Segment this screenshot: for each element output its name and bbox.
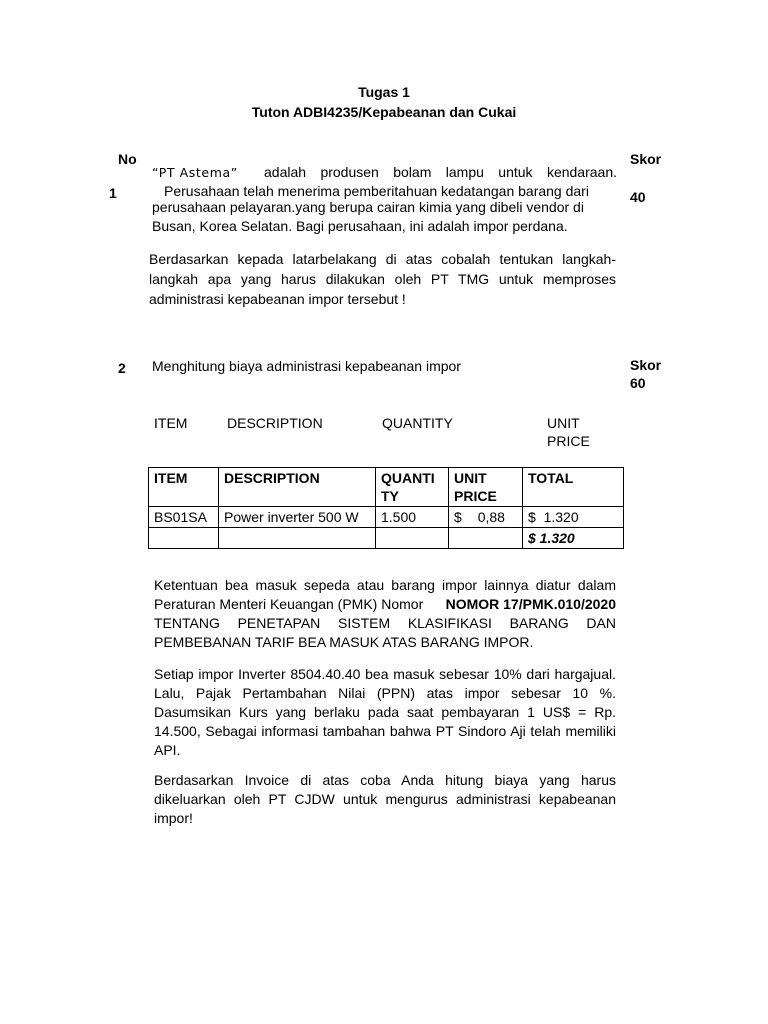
q2-p1-line-1: Ketentuan bea masuk sepeda atau barang impor lainnya diatur dalam xyxy=(154,577,616,593)
question-2-score-value: 60 xyxy=(630,375,646,391)
q2-p1-line-3: TENTANG PENETAPAN SISTEM KLASIFIKASI BARANG DAN xyxy=(154,615,616,631)
header-description: DESCRIPTION xyxy=(219,468,376,507)
invoice-header-row xyxy=(149,468,624,507)
question-2-paragraph-2 xyxy=(154,665,616,760)
cell-unit-value: 0,88 xyxy=(477,509,505,525)
question-1-score-value: 40 xyxy=(630,189,646,205)
empty-cell xyxy=(449,528,523,549)
plain-header-item: ITEM xyxy=(154,415,188,431)
grand-total: $ 1.320 xyxy=(523,528,624,549)
plain-header-unit: UNIT xyxy=(547,415,580,431)
question-1-p2-line-3: administrasi kepabeanan impor tersebut ! xyxy=(149,291,406,307)
cell-item: BS01SA xyxy=(149,507,219,528)
cell-unit-price xyxy=(449,507,523,528)
cell-description: Power inverter 500 W xyxy=(219,507,376,528)
empty-cell xyxy=(149,528,219,549)
question-1-line-3: perusahaan pelayaran.yang berupa cairan kimia yang dibeli vendor di xyxy=(152,199,584,215)
plain-header-description: DESCRIPTION xyxy=(227,415,323,431)
header-quantity xyxy=(376,468,449,507)
q2-p2-line-1: Setiap impor Inverter 8504.40.40 bea masuk sebesar 10% dari hargajual. xyxy=(154,666,616,682)
column-no-label: No xyxy=(118,151,137,167)
question-2-paragraph-1 xyxy=(154,576,616,652)
question-1-paragraph-2 xyxy=(149,249,616,309)
question-1-p2-line-1: Berdasarkan kepada latarbelakang di atas cobalah tentukan langkah- xyxy=(149,251,616,267)
question-1-p2-line-2: langkah apa yang harus dilakukan oleh PT TMG untuk memproses xyxy=(149,271,616,287)
q2-p2-line-3: Dasumsikan Kurs yang berlaku pada saat pembayaran 1 US$ = Rp. xyxy=(154,704,616,720)
q2-p2-line-4: 14.500, Sebagai informasi tambahan bahwa PT Sindoro Aji telah memiliki xyxy=(154,723,616,739)
header-unit-line-1: UNIT xyxy=(454,470,487,486)
question-2-paragraph-3 xyxy=(154,771,616,828)
header-total: TOTAL xyxy=(523,468,624,507)
q2-p1-line-4: PEMBEBANAN TARIF BEA MASUK ATAS BARANG IMPOR. xyxy=(154,634,534,650)
question-2-score-label: Skor xyxy=(630,357,662,373)
header-quantity-line-1: QUANTI xyxy=(381,470,435,486)
q2-p3-line-3: impor! xyxy=(154,810,193,826)
q2-p2-line-2: Lalu, Pajak Pertambahan Nilai (PPN) atas impor sebesar 10 %. xyxy=(154,685,616,701)
regulation-number: NOMOR 17/PMK.010/2020 xyxy=(445,596,616,612)
question-1-score-label: Skor xyxy=(630,151,662,167)
cell-unit-currency: $ xyxy=(454,509,462,525)
q2-p3-line-1: Berdasarkan Invoice di atas coba Anda hitung biaya yang harus xyxy=(154,772,616,788)
q2-p1-line-2 xyxy=(154,595,616,614)
company-name: “PT Astema” xyxy=(152,165,238,180)
header-item: ITEM xyxy=(149,468,219,507)
table-total-row xyxy=(149,528,624,549)
question-2-number: 2 xyxy=(118,360,126,376)
question-2-intro: Menghitung biaya administrasi kepabeanan impor xyxy=(152,358,461,374)
q2-p2-line-5: API. xyxy=(154,742,181,758)
header-unit-price xyxy=(449,468,523,507)
header-quantity-line-2: TY xyxy=(381,488,399,504)
regulation-reference: Peraturan Menteri Keuangan (PMK) Nomor xyxy=(154,596,424,612)
question-1-line-2: Perusahaan telah menerima pemberitahuan kedatangan barang dari xyxy=(164,183,589,199)
empty-cell xyxy=(219,528,376,549)
cell-quantity: 1.500 xyxy=(376,507,449,528)
question-1-line-4: Busan, Korea Selatan. Bagi perusahaan, ini adalah impor perdana. xyxy=(152,218,568,234)
question-1-line-1: adalah produsen bolam lampu untuk kendaraan. xyxy=(264,164,617,180)
table-row xyxy=(149,507,624,528)
empty-cell xyxy=(376,528,449,549)
document-subtitle: Tuton ADBI4235/Kepabeanan dan Cukai xyxy=(251,104,517,120)
question-1-number: 1 xyxy=(109,185,117,201)
invoice-table xyxy=(148,467,624,549)
cell-total: $ 1.320 xyxy=(523,507,624,528)
plain-header-quantity: QUANTITY xyxy=(382,415,453,431)
question-1-paragraph-1 xyxy=(152,163,617,236)
header-unit-line-2: PRICE xyxy=(454,488,497,504)
plain-header-price: PRICE xyxy=(547,433,590,449)
document-title: Tugas 1 xyxy=(358,84,410,100)
q2-p3-line-2: dikeluarkan oleh PT CJDW untuk mengurus administrasi kepabeanan xyxy=(154,791,616,807)
